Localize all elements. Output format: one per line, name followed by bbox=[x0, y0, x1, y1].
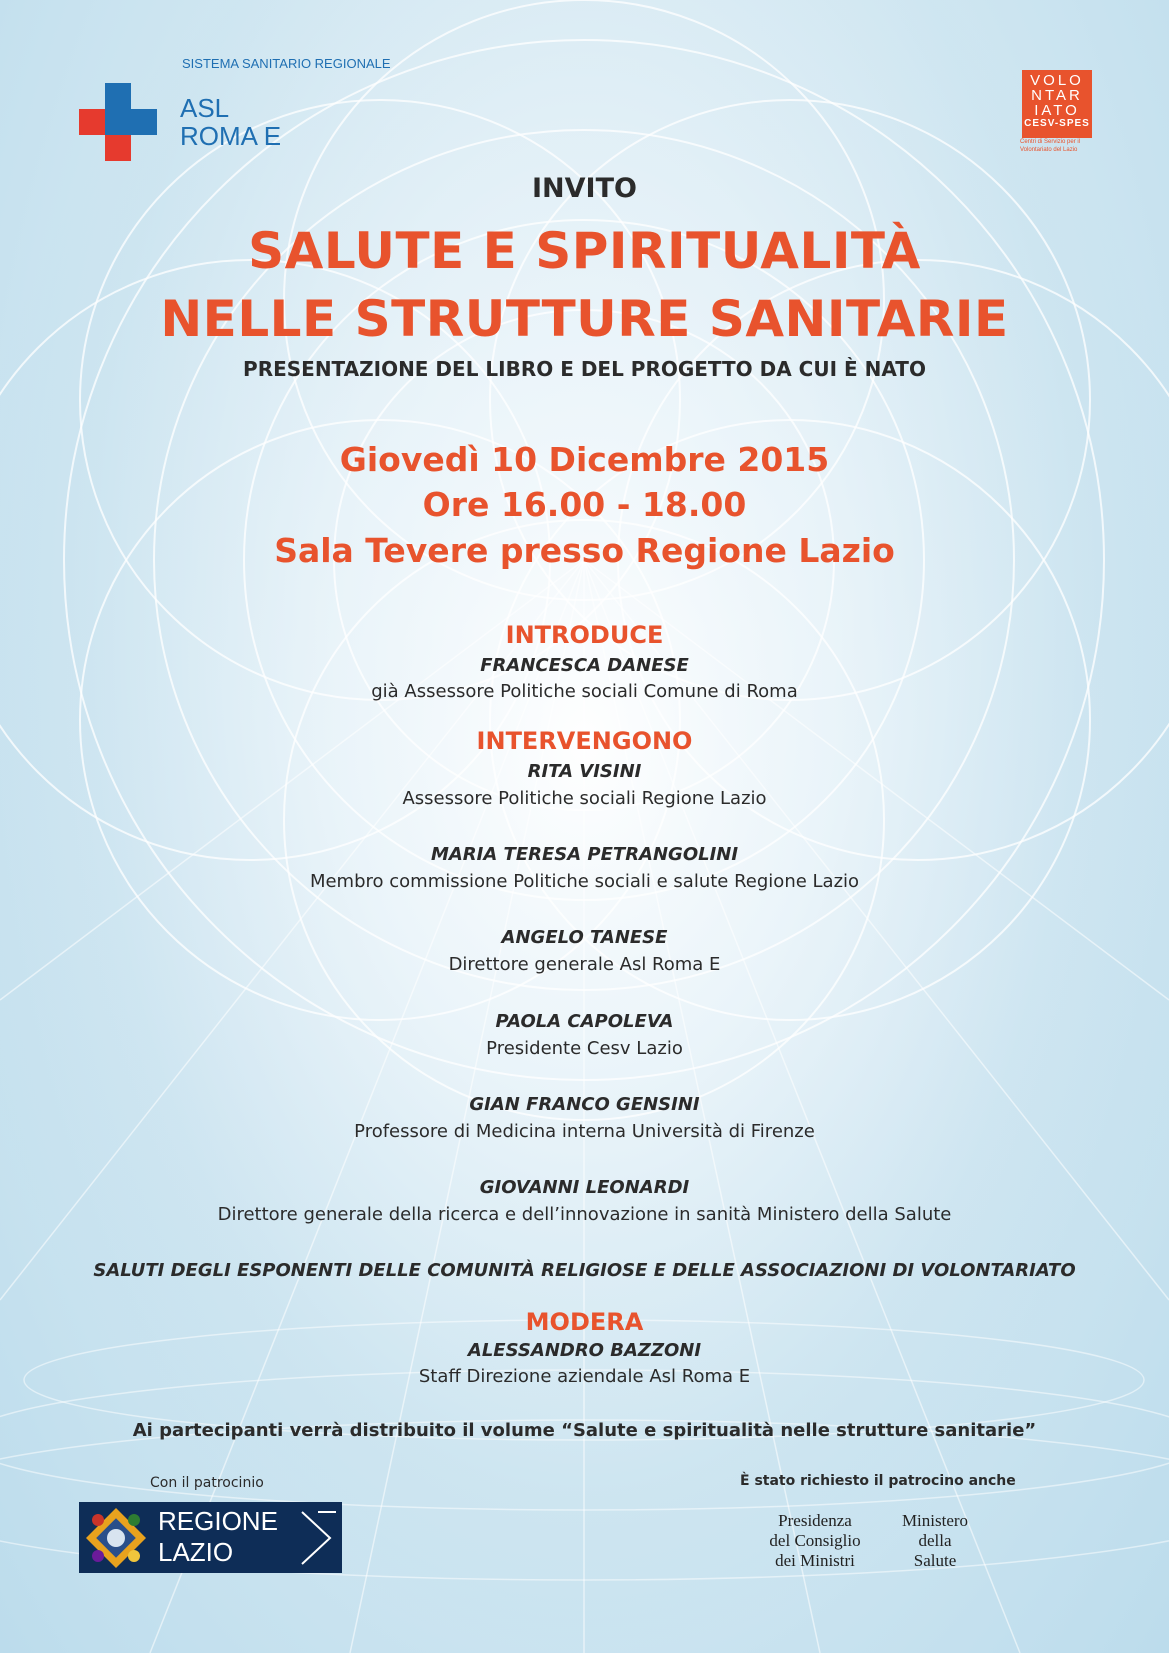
volume-note: Ai partecipanti verrà distribuito il volume “Salute e spiritualità nelle strutture sanitarie” bbox=[132, 1420, 1037, 1441]
min-line2: della bbox=[918, 1531, 952, 1550]
modera-name: ALESSANDRO BAZZONI bbox=[467, 1340, 702, 1361]
speaker-role: Direttore generale Asl Roma E bbox=[448, 954, 721, 975]
title-line1: SALUTE E SPIRITUALITÀ bbox=[248, 222, 921, 280]
regione-line1: REGIONE bbox=[158, 1506, 278, 1536]
subtitle: PRESENTAZIONE DEL LIBRO E DEL PROGETTO DA CUI È NATO bbox=[243, 357, 926, 381]
introduce-label: INTRODUCE bbox=[505, 621, 664, 649]
asl-name bbox=[180, 94, 281, 150]
title-line2: NELLE STRUTTURE SANITARIE bbox=[160, 290, 1009, 348]
event-time: Ore 16.00 - 18.00 bbox=[422, 485, 747, 524]
regione-text bbox=[158, 1506, 278, 1568]
richiesto-label: È stato richiesto il patrocino anche bbox=[740, 1473, 1016, 1489]
speaker-role: Direttore generale della ricerca e dell’innovazione in sanità Ministero della Salute bbox=[217, 1204, 952, 1225]
speaker-name: RITA VISINI bbox=[527, 761, 642, 782]
regione-arrow-icon bbox=[300, 1506, 338, 1570]
speaker-name: PAOLA CAPOLEVA bbox=[495, 1011, 674, 1032]
speaker-role: Membro commissione Politiche sociali e salute Regione Lazio bbox=[309, 871, 860, 892]
pres-line2: del Consiglio bbox=[769, 1531, 861, 1550]
modera-label: MODERA bbox=[525, 1308, 644, 1336]
speaker-name: MARIA TERESA PETRANGOLINI bbox=[430, 844, 739, 865]
introduce-name: FRANCESCA DANESE bbox=[480, 655, 689, 676]
vol-sub: CESV-SPES bbox=[1024, 118, 1090, 129]
event-date: Giovedì 10 Dicembre 2015 bbox=[339, 440, 830, 479]
vol-line3: IATO bbox=[1034, 102, 1080, 119]
intervengono-label: INTERVENGONO bbox=[476, 727, 693, 755]
introduce-role: già Assessore Politiche sociali Comune di Roma bbox=[371, 681, 798, 702]
speaker-name: GIAN FRANCO GENSINI bbox=[469, 1094, 700, 1115]
vol-line1: VOLO bbox=[1030, 72, 1084, 89]
speaker-name: GIOVANNI LEONARDI bbox=[479, 1177, 690, 1198]
min-line3: Salute bbox=[913, 1551, 957, 1570]
medical-cross-icon bbox=[79, 83, 157, 161]
presidenza-consiglio bbox=[754, 1511, 876, 1571]
min-line1: Ministero bbox=[901, 1511, 969, 1530]
modera-role: Staff Direzione aziendale Asl Roma E bbox=[418, 1366, 751, 1387]
volontariato-caption: Centri di Servizio per il Volontariato del Lazio bbox=[1020, 139, 1081, 153]
pres-line1: Presidenza bbox=[778, 1511, 852, 1530]
event-place: Sala Tevere presso Regione Lazio bbox=[274, 531, 895, 570]
speaker-role: Presidente Cesv Lazio bbox=[486, 1038, 683, 1059]
asl-line2: ROMA E bbox=[180, 121, 282, 151]
volontariato-logo bbox=[1022, 70, 1092, 138]
speaker-role: Assessore Politiche sociali Regione Lazio bbox=[402, 788, 767, 809]
invito-label: INVITO bbox=[532, 173, 637, 204]
regione-emblem-icon bbox=[84, 1506, 148, 1570]
ministero-salute bbox=[880, 1511, 990, 1571]
regione-line2: LAZIO bbox=[158, 1537, 234, 1567]
patrocinio-label: Con il patrocinio bbox=[150, 1475, 264, 1491]
speaker-name: ANGELO TANESE bbox=[501, 927, 668, 948]
pres-line3: dei Ministri bbox=[775, 1551, 855, 1570]
asl-line1: ASL bbox=[180, 93, 230, 123]
asl-system-label: SISTEMA SANITARIO REGIONALE bbox=[182, 56, 391, 71]
speaker-role: Professore di Medicina interna Università di Firenze bbox=[354, 1121, 815, 1142]
saluti-line: SALUTI DEGLI ESPONENTI DELLE COMUNITÀ RELIGIOSE E DELLE ASSOCIAZIONI DI VOLONTARIATO bbox=[93, 1260, 1076, 1281]
vol-line2: NTAR bbox=[1031, 87, 1083, 104]
